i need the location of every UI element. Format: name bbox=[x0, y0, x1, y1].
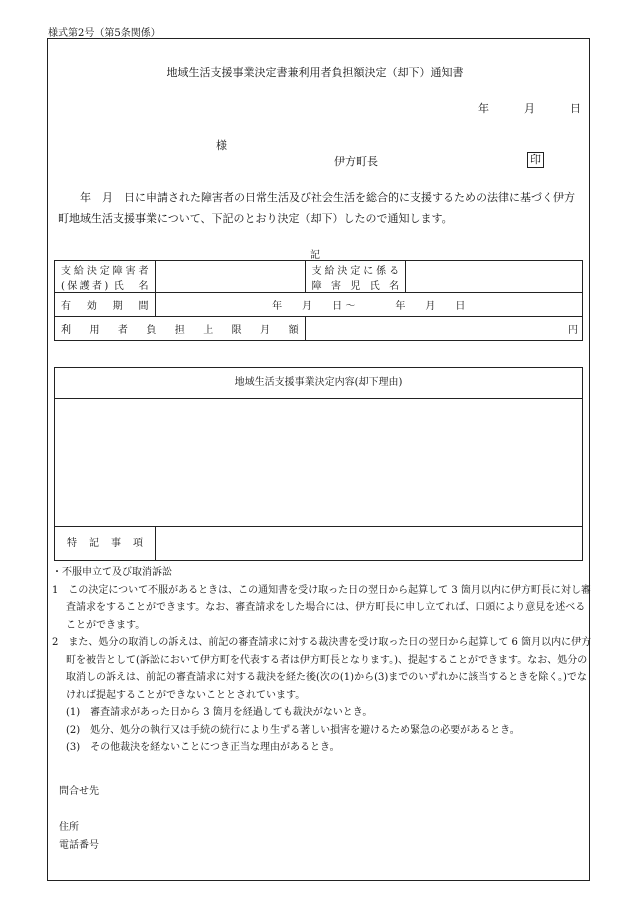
seal-mark: 印 bbox=[527, 152, 544, 168]
decision-table bbox=[54, 260, 583, 341]
date-day: 日 bbox=[570, 102, 581, 115]
document-title: 地域生活支援事業決定書兼利用者負担額決定（却下）通知書 bbox=[166, 66, 464, 79]
notes-sub-1: (1) 審査請求があった日から 3 箇月を経過しても裁決がないとき。 bbox=[66, 707, 373, 718]
burden-yen: 円 bbox=[305, 317, 582, 341]
child-name-cell bbox=[406, 261, 583, 293]
child-label-line2: 障害児氏名 bbox=[311, 280, 400, 292]
child-label-line1: 支給決定に係る bbox=[311, 265, 400, 277]
contact-phone: 電話番号 bbox=[59, 840, 99, 851]
addressee-suffix: 様 bbox=[216, 139, 227, 152]
burden-label: 利用者負担上限月額 bbox=[61, 325, 299, 336]
date-year: 年 bbox=[478, 102, 489, 115]
contact-address: 住所 bbox=[59, 822, 79, 833]
sender-name: 伊方町長 bbox=[334, 155, 378, 168]
body-paragraph: 年 月 日に申請された障害者の日常生活及び社会生活を総合的に支援するための法律に基づく伊方町地域生活支援事業について、下記のとおり決定（却下）したので通知します。 bbox=[58, 191, 575, 225]
remarks-row bbox=[55, 526, 582, 560]
decision-content-title: 地域生活支援事業決定内容(却下理由) bbox=[55, 368, 582, 399]
applicant-label-line1: 支給決定障害者 bbox=[61, 265, 149, 277]
remarks-label: 特 記 事 項 bbox=[67, 538, 143, 549]
validity-label: 有効期間 bbox=[61, 301, 149, 312]
applicant-label-cell bbox=[55, 261, 156, 293]
applicant-label-line2: (保護者) 氏 名 bbox=[61, 280, 149, 292]
notes-item-1: 1 この決定について不服があるときは、この通知書を受け取った日の翌日から起算して 3 箇月以内に伊方町長に対し審査請求をすることができます。なお、審査請求をした場合には、伊方町長に申し立てれば、口頭により意見を述べることができます。 bbox=[52, 584, 591, 631]
remarks-label-cell bbox=[55, 527, 156, 560]
applicant-name-cell bbox=[155, 261, 305, 293]
notes-header: ・不服申立て及び取消訴訟 bbox=[52, 567, 172, 578]
date-month: 月 bbox=[524, 102, 535, 115]
validity-value: 年 月 日 ～ 年 月 日 bbox=[155, 293, 582, 317]
notes-item-2: 2 また、処分の取消しの訴えは、前記の審査請求に対する裁決書を受け取った日の翌日から起算して 6 箇月以内に伊方町を被告として(訴訟において伊方町を代表する者は伊方町長となります。)、提起することができます。なお、処分の取消しの訴えは、前記の審査請求に対する裁決を経た後(次の(1)から(3)までのいずれかに該当するときを除く。)でなければ提起することができないこととされています。 bbox=[52, 637, 592, 701]
decision-content-box bbox=[54, 367, 583, 561]
contact-inquiry: 問合せ先 bbox=[59, 786, 99, 797]
appeal-notes bbox=[52, 564, 592, 757]
form-number: 様式第2号（第5条関係） bbox=[48, 28, 161, 39]
notes-sub-2: (2) 処分、処分の執行又は手続の続行により生ずる著しい損害を避けるため緊急の必要があるとき。 bbox=[66, 724, 520, 736]
notes-sub-3: (3) その他裁決を経ないことにつき正当な理由があるとき。 bbox=[66, 742, 340, 753]
child-label-cell bbox=[305, 261, 406, 293]
validity-label-cell bbox=[55, 293, 156, 317]
burden-label-cell bbox=[55, 317, 306, 341]
ki-label: 記 bbox=[310, 250, 320, 261]
